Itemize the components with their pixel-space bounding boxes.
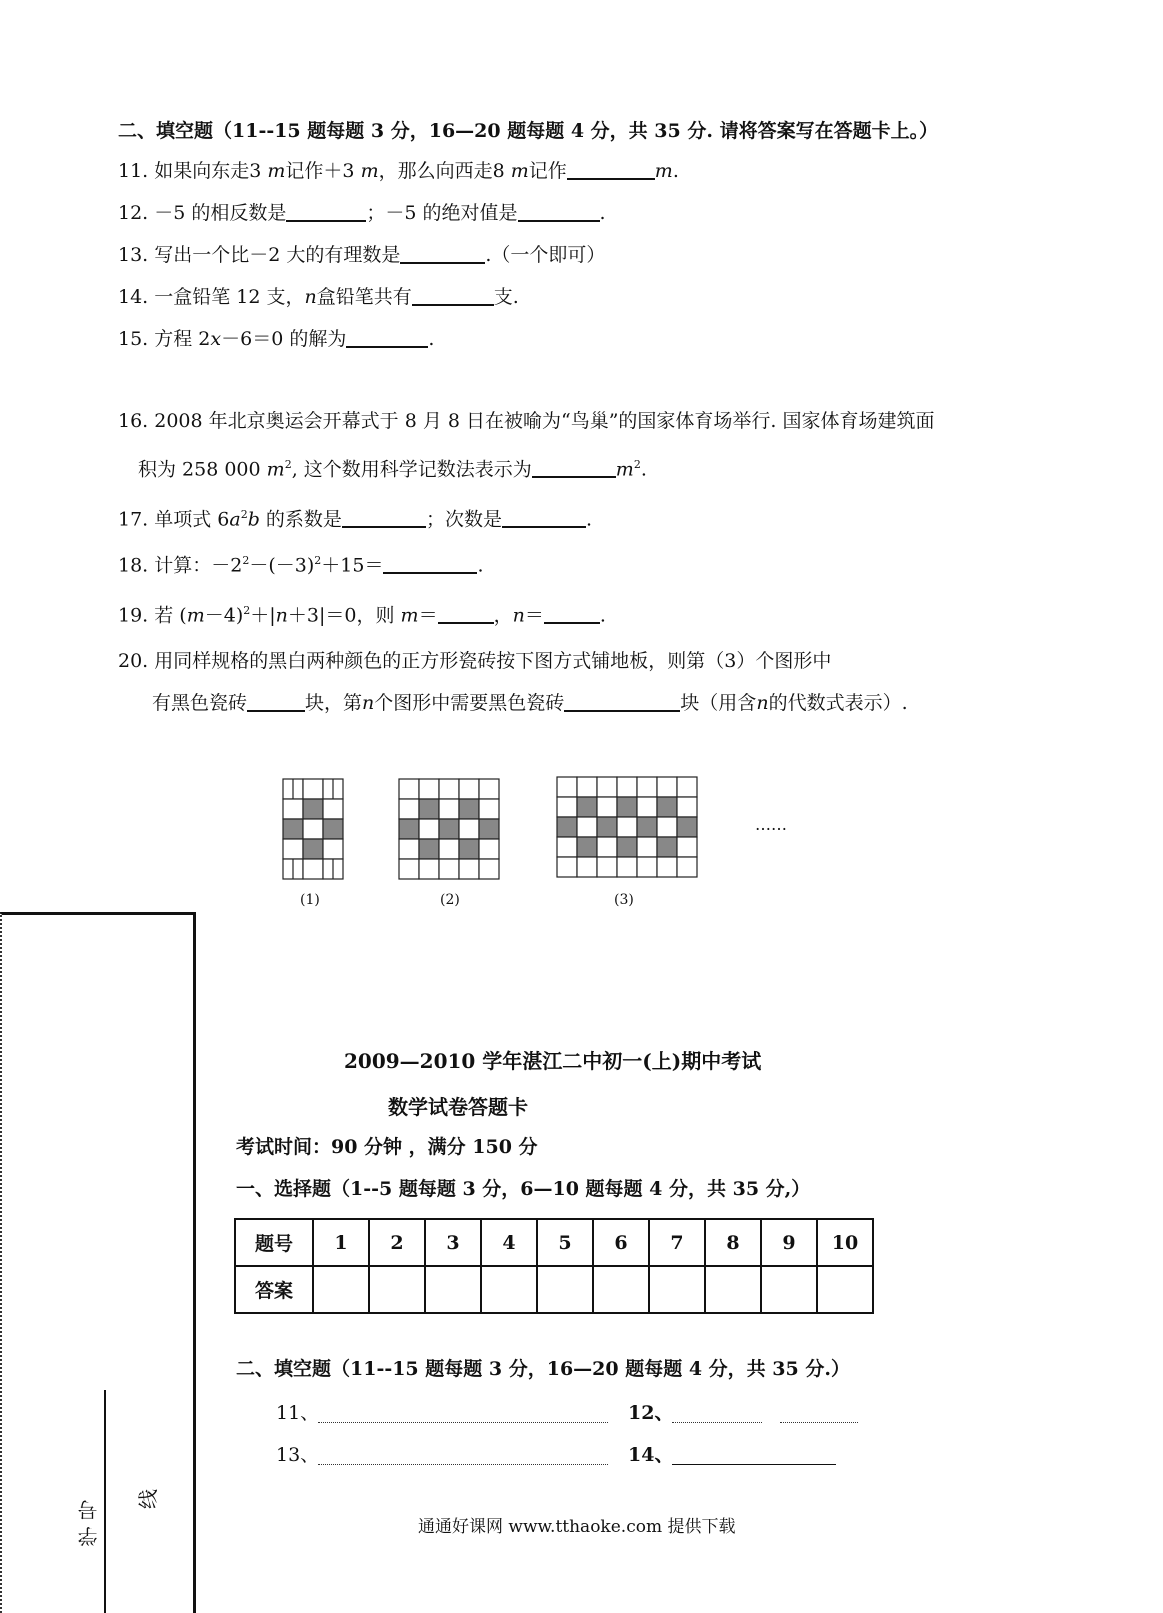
answer-blank xyxy=(400,242,485,264)
fill-answer-12b[interactable] xyxy=(780,1404,858,1423)
question-20-line1: 20. 用同样规格的黑白两种颜色的正方形瓷砖按下图方式铺地板，则第（3）个图形中 xyxy=(118,650,832,672)
answer-blank xyxy=(518,200,600,222)
figure-ellipsis: …… xyxy=(755,815,787,834)
question-18: 18. 计算：$-2^2-(-3)^2+15=$ . xyxy=(118,554,484,577)
card-subtitle: 数学试卷答题卡 xyxy=(388,1095,528,1119)
question-number: 6 xyxy=(593,1219,649,1266)
tile-figure-1 xyxy=(282,778,344,880)
table-row xyxy=(235,1219,873,1266)
side-label-line xyxy=(104,1390,106,1613)
question-number: 2 xyxy=(369,1219,425,1266)
answer-cell[interactable] xyxy=(537,1266,593,1313)
answer-cell[interactable] xyxy=(369,1266,425,1313)
fill-answer-13[interactable] xyxy=(318,1446,608,1465)
question-number: 9 xyxy=(761,1219,817,1266)
card-title: 2009—2010 学年湛江二中初一(上)期中考试 xyxy=(344,1049,762,1073)
question-17: 17. 单项式 $6a^2b$ 的系数是 ；次数是 . xyxy=(118,508,592,531)
question-20-line2: 有黑色瓷砖 块，第n个图形中需要黑色瓷砖 块（用含n的代数式表示）. xyxy=(152,692,908,714)
figure-caption-1: (1) xyxy=(300,892,320,908)
footer-text: 通通好课网 www.tthaoke.com 提供下载 xyxy=(418,1517,736,1537)
question-number: 3 xyxy=(425,1219,481,1266)
side-label-student-id: 学 号 xyxy=(77,1500,101,1547)
answer-cell[interactable] xyxy=(313,1266,369,1313)
answer-cell[interactable] xyxy=(761,1266,817,1313)
answer-blank xyxy=(383,552,477,574)
answer-cell[interactable] xyxy=(425,1266,481,1313)
fill-section-title: 二、填空题（11--15 题每题 3 分，16—20 题每题 4 分，共 35 分.） xyxy=(236,1358,850,1380)
answer-blank xyxy=(532,456,616,478)
question-number: 7 xyxy=(649,1219,705,1266)
section-title: 二、填空题（11--15 题每题 3 分，16—20 题每题 4 分，共 35 分. 请将答案写在答题卡上。） xyxy=(118,120,939,142)
fill-label-12: 12、 xyxy=(628,1402,674,1424)
answer-cell[interactable] xyxy=(593,1266,649,1313)
answer-blank xyxy=(438,602,494,624)
answer-table xyxy=(234,1218,874,1314)
question-number: 1 xyxy=(313,1219,369,1266)
tile-figure-2 xyxy=(398,778,500,880)
question-15: 15. 方程 2x－6＝0 的解为 . xyxy=(118,328,435,350)
figure-caption-2: (2) xyxy=(440,892,460,908)
answer-blank xyxy=(564,690,680,712)
answer-blank xyxy=(247,690,305,712)
question-11: 11. 如果向东走3 m记作＋3 m，那么向西走8 m记作 m. xyxy=(118,160,679,182)
side-label-line-char: 线 xyxy=(136,1489,160,1509)
question-12: 12. －5 的相反数是 ；－5 的绝对值是 . xyxy=(118,202,606,224)
answer-blank xyxy=(567,158,655,180)
answer-cell[interactable] xyxy=(705,1266,761,1313)
table-header: 答案 xyxy=(235,1266,313,1313)
fill-label-13: 13、 xyxy=(276,1444,320,1466)
fill-answer-14[interactable] xyxy=(672,1446,836,1465)
question-number: 8 xyxy=(705,1219,761,1266)
table-row xyxy=(235,1266,873,1313)
question-number: 5 xyxy=(537,1219,593,1266)
fill-label-11: 11、 xyxy=(276,1402,320,1424)
question-number: 10 xyxy=(817,1219,873,1266)
answer-cell[interactable] xyxy=(481,1266,537,1313)
answer-cell[interactable] xyxy=(817,1266,873,1313)
answer-blank xyxy=(502,506,586,528)
answer-blank xyxy=(346,326,428,348)
exam-info: 考试时间：90 分钟 ，满分 150 分 xyxy=(236,1136,538,1158)
answer-cell[interactable] xyxy=(649,1266,705,1313)
question-14: 14. 一盒铅笔 12 支，n盒铅笔共有 支. xyxy=(118,286,519,308)
question-16-line1: 16. 2008 年北京奥运会开幕式于 8 月 8 日在被喻为“鸟巢”的国家体育场举行. 国家体育场建筑面 xyxy=(118,410,935,432)
fill-answer-11[interactable] xyxy=(318,1404,608,1423)
answer-blank xyxy=(342,506,426,528)
question-13: 13. 写出一个比－2 大的有理数是 .（一个即可） xyxy=(118,244,606,266)
choice-section-title: 一、选择题（1--5 题每题 3 分，6—10 题每题 4 分，共 35 分,） xyxy=(236,1178,811,1200)
answer-blank xyxy=(544,602,600,624)
question-number: 4 xyxy=(481,1219,537,1266)
answer-blank xyxy=(412,284,494,306)
tile-figure-3 xyxy=(556,776,698,878)
question-16-line2: 积为 258 000 $m^2$, 这个数用科学记数法表示为 $m^2$. xyxy=(138,458,647,481)
question-19: 19. 若 $(m-4)^2+|n+3|=0$，则 m＝ ，n＝ . xyxy=(118,604,606,627)
table-header: 题号 xyxy=(235,1219,313,1266)
fill-label-14: 14、 xyxy=(628,1444,674,1466)
fill-answer-12a[interactable] xyxy=(672,1404,762,1423)
figure-caption-3: (3) xyxy=(614,892,634,908)
answer-blank xyxy=(286,200,366,222)
